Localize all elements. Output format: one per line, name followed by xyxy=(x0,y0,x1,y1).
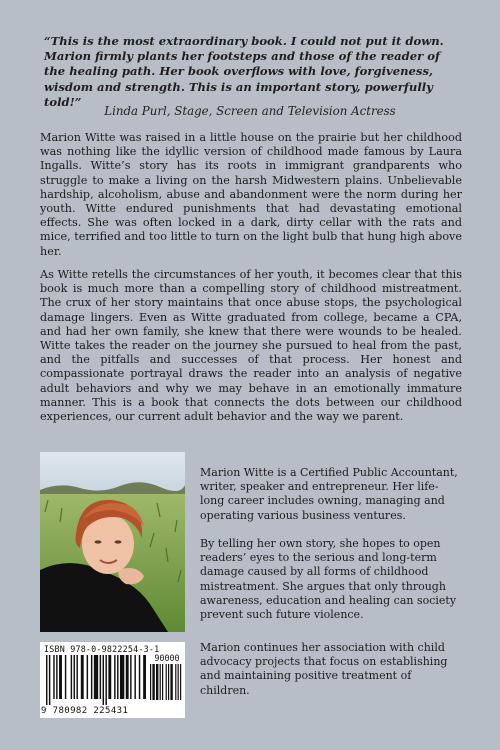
isbn-barcode xyxy=(40,642,185,718)
endorsement-attribution: Linda Purl, Stage, Screen and Television Actress xyxy=(104,104,396,118)
price-code: 90000 xyxy=(154,653,180,663)
endorsement-quote: “This is the most extraordinary book. I could not put it down. Marion firmly plants her footsteps and those of the reader of the healing path. Her book overflows with love, forgiveness, wisdom and strength. This is an important story, powerfully told!” xyxy=(44,34,444,109)
description-paragraph-2: As Witte retells the circumstances of her youth, it becomes clear that this book is much more than a compelling story of childhood mistreatment. The crux of her story maintains that once abuse stops, the psychological damage lingers. Even as Witte graduated from college, became a CPA, and had her own family, she knew that there were wounds to be healed. Witte takes the reader on the journey she pursued to heal from the past, and the pitfalls and successes of that process. Her honest and compassionate portrayal draws the reader into an analysis of negative adult behaviors and why we may behave in an emotionally immature manner. This is a book that connects the dots between our childhood experiences, our current adult behavior and the way we parent. xyxy=(40,268,462,424)
author-bio-paragraph-3: Marion continues her association with child advocacy projects that focus on establishing and maintaining positive treatment of children. xyxy=(200,641,448,697)
ean-digits: 9 780982 225431 xyxy=(41,706,129,716)
description-paragraph-1: Marion Witte was raised in a little house on the prairie but her childhood was nothing like the idyllic version of childhood made famous by Laura Ingalls. Witte’s story has its roots in immigrant grandparents who struggle to make a living on the harsh Midwestern plains. Unbelievable hardship, alcoholism, abuse and abandonment were the norm during her youth. Witte endured punishments that had devastating emotional effects. She was often locked in a dark, dirty cellar with the rats and mice, terrified and too little to turn on the light bulb that hung high above her. xyxy=(40,131,462,258)
author-bio-paragraph-1: Marion Witte is a Certified Public Accountant, writer, speaker and entrepreneur. Her life-long career includes owning, managing and operating various business ventures. xyxy=(200,466,458,522)
ean-barcode-bars xyxy=(46,655,146,705)
author-bio-paragraph-2: By telling her own story, she hopes to open readers’ eyes to the serious and long-term damage caused by all forms of childhood mistreatment. She argues that only through awareness, education and healing can society prevent such future violence. xyxy=(200,537,457,622)
addon-barcode-bars xyxy=(150,664,182,706)
author-photo xyxy=(40,452,185,632)
isbn-label: ISBN 978-0-9822254-3-1 xyxy=(44,644,160,654)
